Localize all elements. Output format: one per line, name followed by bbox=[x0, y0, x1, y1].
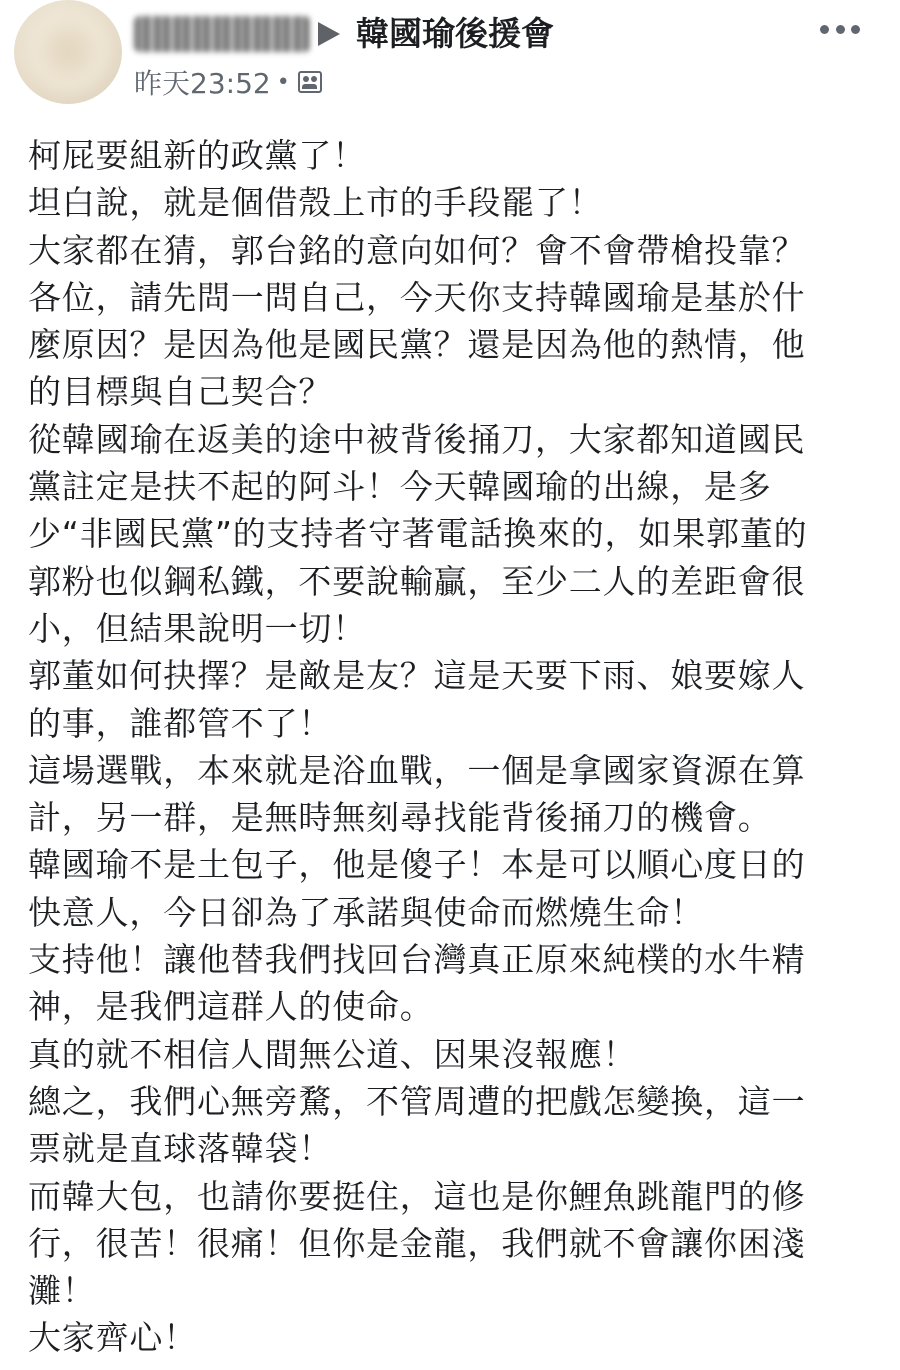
post-line: 這場選戰，本來就是浴血戰，一個是拿國家資源在算 bbox=[28, 750, 806, 790]
post-line: 行，很苦！很痛！但你是金龍，我們就不會讓你困淺 bbox=[28, 1223, 806, 1263]
post-line: 計，另一群，是無時無刻尋找能背後捅刀的機會。 bbox=[28, 798, 772, 838]
post-line: 支持他！讓他替我們找回台灣真正原來純樸的水牛精 bbox=[28, 940, 806, 980]
post-line: 柯屁要組新的政黨了！ bbox=[28, 136, 366, 175]
post-line: 小，但結果說明一切！ bbox=[28, 608, 366, 648]
avatar-image bbox=[32, 14, 106, 88]
post-line: 韓國瑜不是土包子，他是傻子！本是可以順心度日的 bbox=[28, 845, 806, 885]
triangle-right-icon bbox=[318, 22, 340, 46]
post-line: 總之，我們心無旁騖，不管周遭的把戲怎變換，這一 bbox=[28, 1081, 806, 1121]
post-meta bbox=[134, 62, 322, 102]
post-line: 而韓大包，也請你要挺住，這也是你鯉魚跳龍門的修 bbox=[28, 1176, 806, 1216]
post-line: 票就是直球落韓袋！ bbox=[28, 1129, 333, 1169]
post-line: 大家齊心！ bbox=[28, 1318, 197, 1358]
more-dot bbox=[820, 25, 829, 34]
more-dot bbox=[851, 25, 860, 34]
post-line: 的事，誰都管不了！ bbox=[28, 703, 333, 743]
post-timestamp[interactable]: 昨天23:52 bbox=[134, 67, 271, 100]
post-line: 各位，請先問一問自己，今天你支持韓國瑜是基於什 bbox=[28, 277, 806, 317]
post-line: 郭董如何抉擇？是敵是友？這是天要下雨、娘要嫁人 bbox=[28, 656, 806, 696]
group-name-link[interactable]: 韓國瑜後援會 bbox=[356, 14, 554, 53]
more-options-icon[interactable] bbox=[820, 22, 860, 36]
more-dot bbox=[836, 25, 845, 34]
post-line: 大家都在猜，郭台銘的意向如何？會不會帶槍投靠？ bbox=[28, 230, 806, 270]
post-line: 灘！ bbox=[28, 1271, 96, 1311]
post-line: 麼原因？是因為他是國民黨？還是因為他的熱情，他 bbox=[28, 325, 806, 365]
meta-separator: • bbox=[276, 69, 290, 95]
post-line: 神，是我們這群人的使命。 bbox=[28, 987, 434, 1027]
post-line: 郭粉也似鋼私鐵，不要說輸贏，至少二人的差距會很 bbox=[28, 561, 806, 601]
post-line: 真的就不相信人間無公道、因果沒報應！ bbox=[28, 1034, 637, 1074]
post-line: 快意人，今日卻為了承諾與使命而燃燒生命！ bbox=[28, 892, 704, 932]
post-body bbox=[28, 132, 860, 1362]
author-name-redacted[interactable] bbox=[134, 16, 310, 52]
group-icon[interactable] bbox=[298, 71, 322, 93]
post-line: 黨註定是扶不起的阿斗！今天韓國瑜的出線，是多 bbox=[28, 467, 772, 507]
post-line: 少“非國民黨”的支持者守著電話換來的，如果郭董的 bbox=[28, 514, 808, 554]
post-line: 坦白說，就是個借殼上市的手段罷了！ bbox=[28, 183, 603, 223]
post-line: 的目標與自己契合？ bbox=[28, 372, 333, 412]
post-header bbox=[0, 0, 900, 110]
post-line: 從韓國瑜在返美的途中被背後捅刀，大家都知道國民 bbox=[28, 419, 806, 459]
author-avatar[interactable] bbox=[14, 0, 122, 104]
